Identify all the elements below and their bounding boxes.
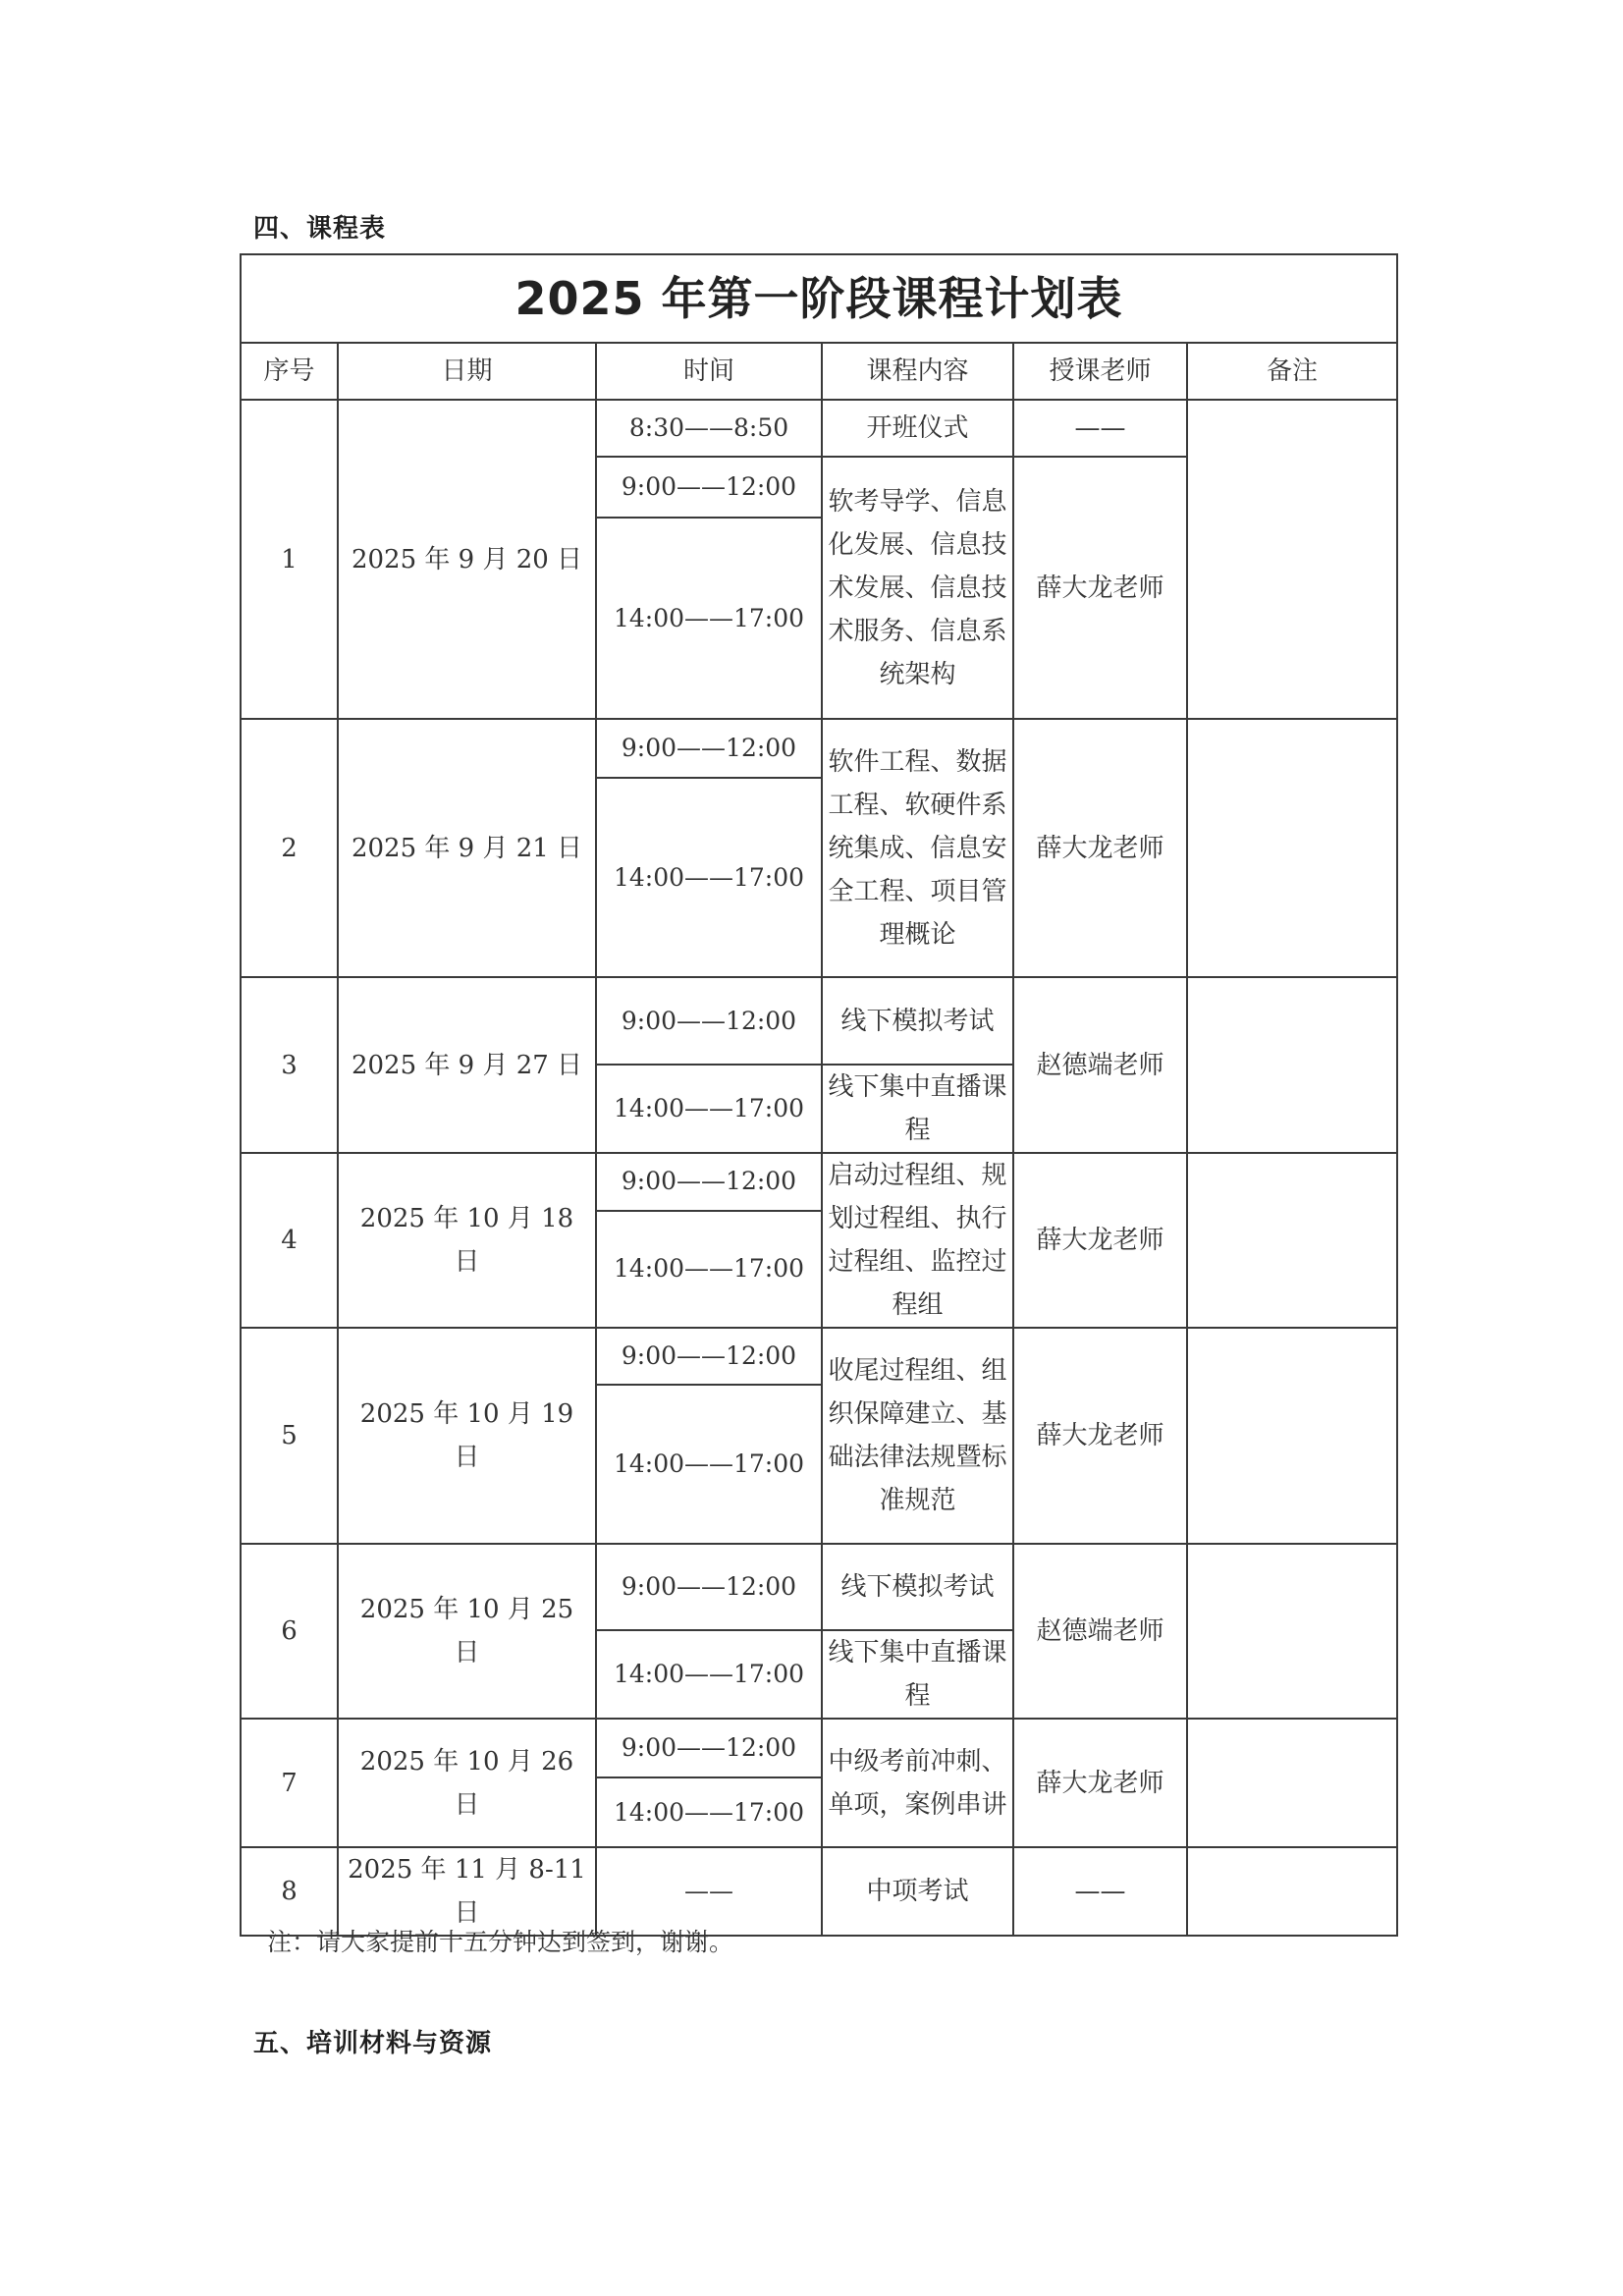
cell-time: 9:00——12:00 [596,1719,822,1777]
cell-remark [1187,1544,1397,1719]
cell-teacher: 薛大龙老师 [1013,1153,1187,1328]
cell-time: 8:30——8:50 [596,400,822,457]
table-row [241,400,1397,457]
header-remark: 备注 [1187,343,1397,400]
table-title: 2025 年第一阶段课程计划表 [241,254,1397,343]
table-row [241,1153,1397,1211]
cell-content: 开班仪式 [822,400,1013,457]
cell-content: 软考导学、信息化发展、信息技术发展、信息技术服务、信息系统架构 [822,457,1013,719]
table-row [241,977,1397,1065]
table-row [241,719,1397,778]
cell-teacher: 赵德端老师 [1013,977,1187,1153]
cell-teacher: 薛大龙老师 [1013,457,1187,719]
cell-remark [1187,1719,1397,1847]
cell-teacher: 薛大龙老师 [1013,1719,1187,1847]
cell-content: 中项考试 [822,1847,1013,1936]
cell-remark [1187,1153,1397,1328]
cell-time: 9:00——12:00 [596,457,822,518]
header-date: 日期 [338,343,596,400]
cell-time: 14:00——17:00 [596,1385,822,1544]
cell-time: 9:00——12:00 [596,719,822,778]
cell-seq: 6 [241,1544,338,1719]
header-seq: 序号 [241,343,338,400]
cell-time: —— [596,1847,822,1936]
cell-date: 2025 年 11 月 8-11 日 [338,1847,596,1936]
cell-time: 9:00——12:00 [596,1544,822,1630]
section-heading-schedule: 四、课程表 [253,214,387,244]
cell-remark [1187,977,1397,1153]
cell-content: 收尾过程组、组织保障建立、基础法律法规暨标准规范 [822,1328,1013,1544]
cell-teacher: 赵德端老师 [1013,1544,1187,1719]
cell-content: 线下模拟考试 [822,1544,1013,1630]
cell-seq: 8 [241,1847,338,1936]
cell-time: 14:00——17:00 [596,1211,822,1328]
cell-content: 中级考前冲刺、单项，案例串讲 [822,1719,1013,1847]
cell-remark [1187,1328,1397,1544]
cell-teacher: 薛大龙老师 [1013,1328,1187,1544]
cell-seq: 7 [241,1719,338,1847]
cell-teacher: 薛大龙老师 [1013,719,1187,977]
cell-time: 14:00——17:00 [596,1630,822,1719]
cell-teacher: —— [1013,1847,1187,1936]
cell-time: 14:00——17:00 [596,778,822,977]
table-header-row [241,343,1397,400]
cell-time: 14:00——17:00 [596,518,822,719]
cell-time: 9:00——12:00 [596,977,822,1065]
cell-time: 9:00——12:00 [596,1328,822,1385]
cell-date: 2025 年 9 月 27 日 [338,977,596,1153]
cell-seq: 5 [241,1328,338,1544]
cell-seq: 3 [241,977,338,1153]
section-heading-materials: 五、培训材料与资源 [253,2029,493,2058]
cell-time: 9:00——12:00 [596,1153,822,1211]
cell-date: 2025 年 9 月 21 日 [338,719,596,977]
cell-content: 线下集中直播课程 [822,1065,1013,1153]
cell-date: 2025 年 10 月 19 日 [338,1328,596,1544]
cell-date: 2025 年 10 月 18 日 [338,1153,596,1328]
cell-remark [1187,719,1397,977]
table-row [241,1328,1397,1385]
table-row [241,1544,1397,1630]
cell-date: 2025 年 10 月 25 日 [338,1544,596,1719]
cell-seq: 4 [241,1153,338,1328]
table-row [241,1719,1397,1777]
cell-remark [1187,400,1397,719]
cell-content: 线下集中直播课程 [822,1630,1013,1719]
cell-content: 启动过程组、规划过程组、执行过程组、监控过程组 [822,1153,1013,1328]
table-footnote: 注：请大家提前十五分钟达到签到，谢谢。 [267,1928,734,1956]
header-teacher: 授课老师 [1013,343,1187,400]
header-content: 课程内容 [822,343,1013,400]
cell-teacher: —— [1013,400,1187,457]
cell-remark [1187,1847,1397,1936]
cell-seq: 1 [241,400,338,719]
cell-seq: 2 [241,719,338,977]
course-schedule-table [240,253,1398,1937]
cell-content: 软件工程、数据工程、软硬件系统集成、信息安全工程、项目管理概论 [822,719,1013,977]
header-time: 时间 [596,343,822,400]
cell-time: 14:00——17:00 [596,1777,822,1847]
cell-date: 2025 年 9 月 20 日 [338,400,596,719]
cell-date: 2025 年 10 月 26 日 [338,1719,596,1847]
cell-content: 线下模拟考试 [822,977,1013,1065]
cell-time: 14:00——17:00 [596,1065,822,1153]
